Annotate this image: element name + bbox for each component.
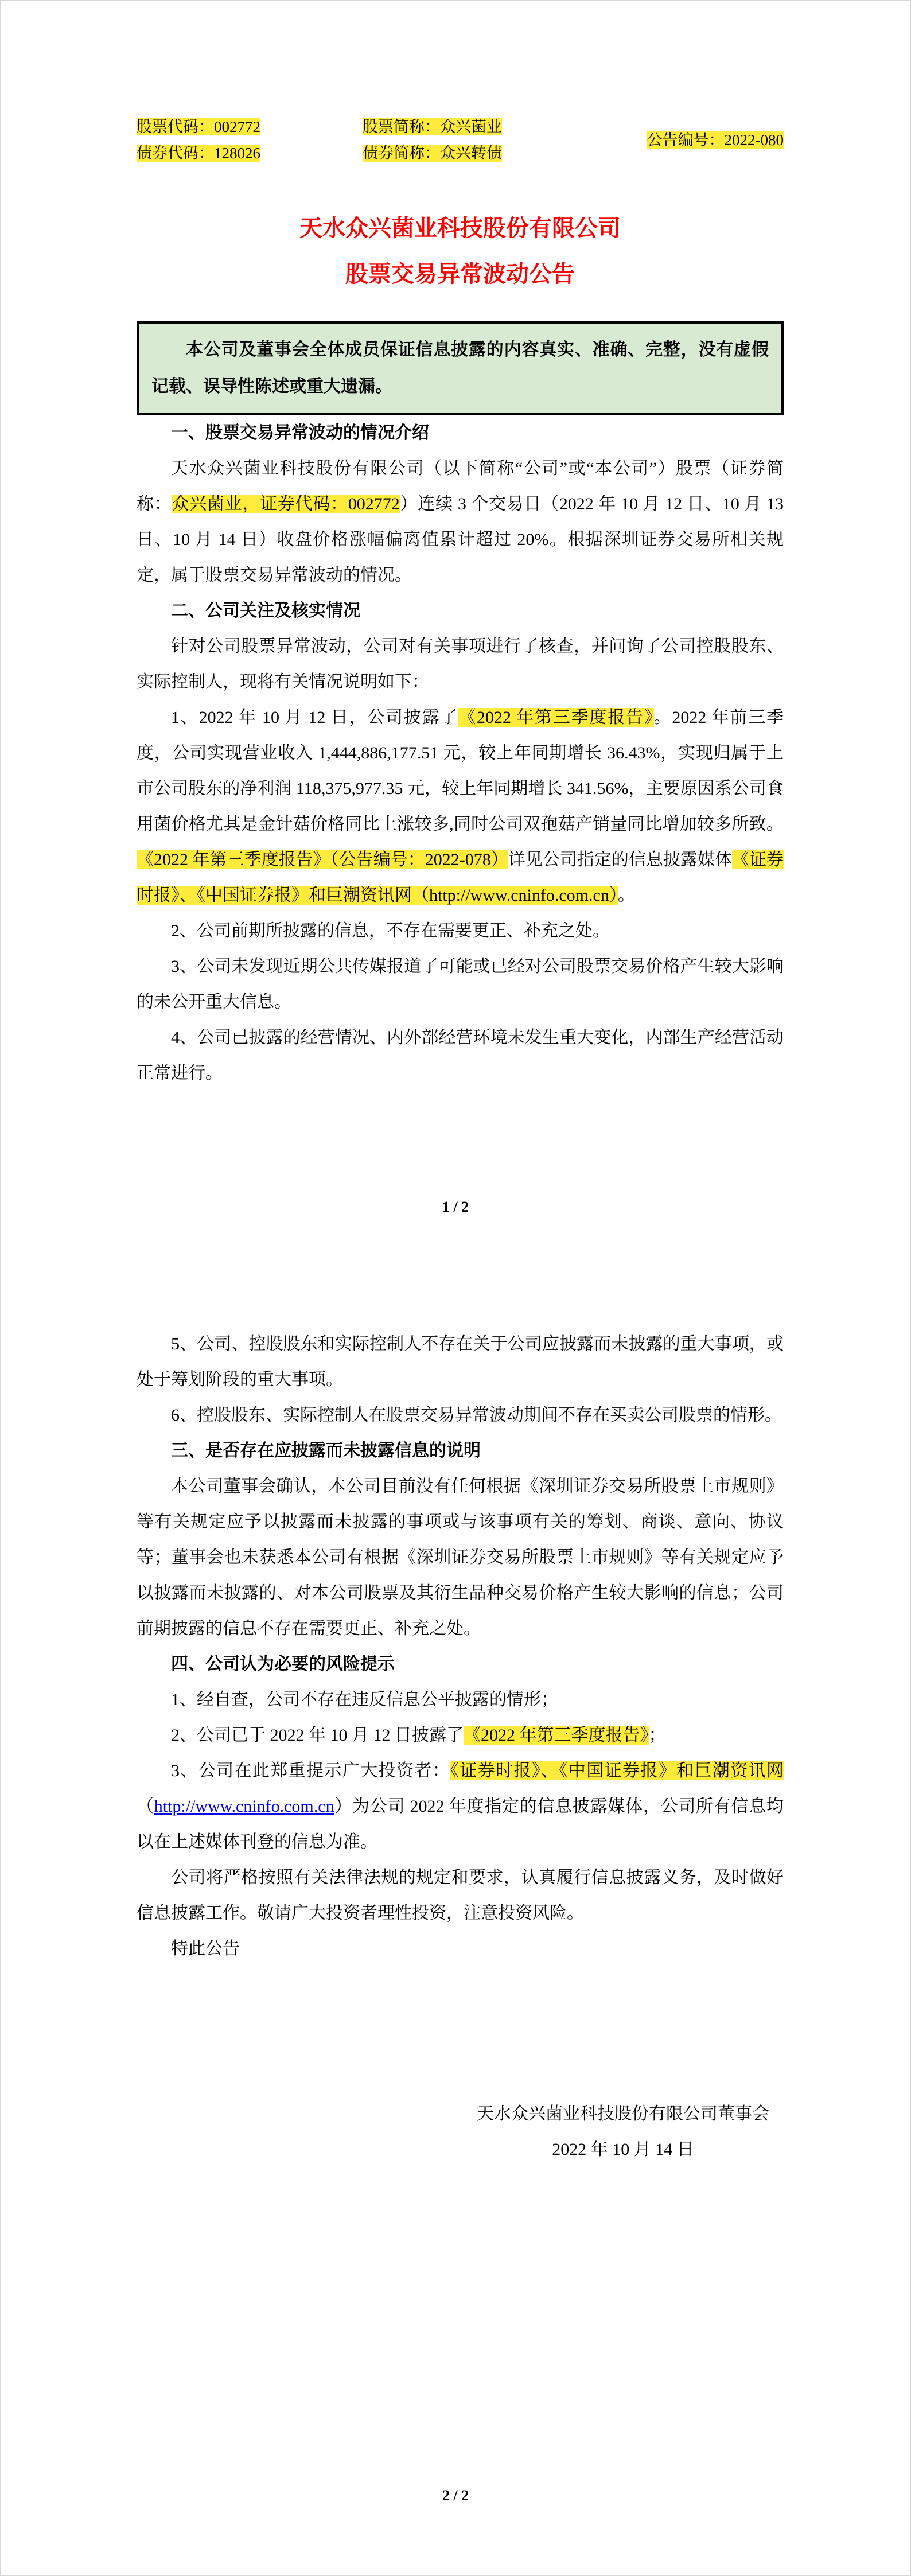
section-1-heading: 一、股票交易异常波动的情况介绍 [171,423,429,442]
verification-item-2 [137,913,784,949]
text-segment: 天水众兴菌业科技股份有限公司（以下简称“公司”或“本公司”）股票（证券简称： [137,459,784,513]
bond-code: 债券代码：128026 [137,145,260,162]
highlighted-text: 《2022 年第三季度报告》 [464,1726,649,1745]
verification-item-5 [137,1326,784,1398]
text-segment: 。 [617,886,635,905]
bond-code-row [137,140,363,166]
highlighted-text: 《证券时报》、《中国证券报》和巨潮资讯网 [450,1761,784,1780]
text-segment: 3、公司在此郑重提示广大投资者： [171,1761,450,1780]
signature-date: 2022 年 10 月 14 日 [552,2140,694,2159]
text-segment: ； [648,1726,666,1745]
section-4-heading: 四、公司认为必要的风险提示 [171,1655,395,1674]
text-segment: ）为公司 2022 年度指定的信息披露媒体，公司所有信息均以在上述媒体刊登的信息为准。 [137,1797,784,1851]
conclusion-line: 特此公告 [171,1939,240,1958]
announcement-number: 公告编号：2022-080 [647,131,784,149]
risk-item-1 [137,1682,784,1718]
page-number-2: 2 / 2 [442,2487,469,2504]
disclaimer-text: 本公司及董事会全体成员保证信息披露的内容真实、准确、完整，没有虚假记载、误导性陈述或重大遗漏。 [151,340,769,396]
highlighted-text: （http://www.cninfo.com.cn） [412,886,618,905]
text-segment: 5、公司、控股股东和实际控制人不存在关于公司应披露而未披露的重大事项，或处于筹划阶段的重大事项。 [137,1334,784,1389]
text-segment: 4、公司已披露的经营情况、内外部经营环境未发生重大变化，内部生产经营活动正常进行。 [137,1028,784,1083]
text-segment: 1、经自查，公司不存在违反信息公平披露的情形； [171,1690,558,1709]
section-3-paragraph [137,1469,784,1647]
signature-company: 天水众兴菌业科技股份有限公司董事会 [477,2104,769,2123]
doc-title-subject: 股票交易异常波动公告 [345,261,575,287]
text-segment: 2、公司前期所披露的信息，不存在需要更正、补充之处。 [171,921,610,940]
verification-item-4 [137,1020,784,1091]
text-segment: 6、控股股东、实际控制人在股票交易异常波动期间不存在买卖公司股票的情形。 [171,1406,782,1425]
stock-name: 股票简称：众兴菌业 [363,118,502,135]
doc-body [137,415,784,2168]
bond-name-row [363,140,609,166]
stock-code: 股票代码：002772 [137,118,260,135]
disclaimer-box [137,321,784,415]
highlighted-text: 《2022 年第三季度报告》 [458,708,654,727]
cninfo-url-link[interactable]: http://www.cninfo.com.cn [154,1797,334,1816]
section-3-heading: 三、是否存在应披露而未披露信息的说明 [171,1441,481,1460]
page-number-1: 1 / 2 [442,1198,469,1215]
header-left-column [137,114,363,166]
highlighted-text: 《2022 年第三季度报告》（公告编号：2022-078） [137,850,508,869]
text-segment: 详见公司指定的信息披露媒体 [508,850,732,869]
bond-name: 债券简称：众兴转债 [363,145,502,162]
header-middle-column [363,114,609,166]
highlighted-text: 众兴菌业，证券代码：002772 [172,495,400,513]
risk-item-3 [137,1753,784,1860]
text-segment: 2、公司已于 2022 年 10 月 12 日披露了 [171,1726,464,1745]
text-segment: 针对公司股票异常波动，公司对有关事项进行了核查，并问询了公司控股股东、实际控制人，现将有关情况说明如下： [137,637,784,691]
highlighted-text: 《证券时报》、《中国证券报》和巨潮资讯网 [137,850,784,905]
doc-header [137,1,784,166]
page-2-start [137,1326,784,2168]
section-1-paragraph [137,451,784,593]
header-right-column [647,127,784,153]
text-segment: （ [137,1797,154,1816]
stock-name-row [363,114,609,140]
text-segment: 3、公司未发现近期公共传媒报道了可能或已经对公司股票交易价格产生较大影响的未公开重大信息。 [137,957,784,1011]
closing-paragraph: 公司将严格按照有关法律法规的规定和要求，认真履行信息披露义务，及时做好信息披露工作。敬请广大投资者理性投资，注意投资风险。 [137,1868,784,1923]
verification-item-3 [137,949,784,1020]
verification-item-1 [137,700,784,913]
text-segment: 本公司董事会确认，本公司目前没有任何根据《深圳证券交易所股票上市规则》等有关规定应予以披露而未披露的事项或与该事项有关的筹划、商谈、意向、协议等；董事会也未获悉本公司有根据《深圳证券交易所股票上市规则》等有关规定应予以披露而未披露的、对本公司股票及其衍生品种交易价格产生较大影响的信息；公司前期披露的信息不存在需要更正、补充之处。 [137,1477,784,1638]
text-segment: ）连续 3 个交易日（2022 年 10 月 12 日、10 月 13 日、10 月 14 日）收盘价格涨幅偏离值累计超过 20%。根据深圳证券交易所相关规定，属于股票交易异常波动的情况。 [137,495,784,585]
stock-code-row [137,114,363,140]
text-segment: 。2022 年前三季度，公司实现营业收入 1,444,886,177.51 元，较上年同期增长 36.43%，实现归属于上市公司股东的净利润 118,375,977.35 元，较上年同期增长 341.56%，主要原因系公司食用菌价格尤其是金针菇价格同比上涨较多,同时公司双孢菇产销量同比增加较多所致。 [137,708,784,834]
section-2-intro [137,629,784,700]
verification-item-6 [137,1398,784,1433]
risk-item-2 [137,1718,784,1753]
text-segment: 1、2022 年 10 月 12 日，公司披露了 [171,708,459,727]
doc-title-company: 天水众兴菌业科技股份有限公司 [299,215,621,241]
signature-block [462,2096,784,2168]
page-content [137,1,784,2168]
section-2-heading: 二、公司关注及核实情况 [171,601,360,620]
